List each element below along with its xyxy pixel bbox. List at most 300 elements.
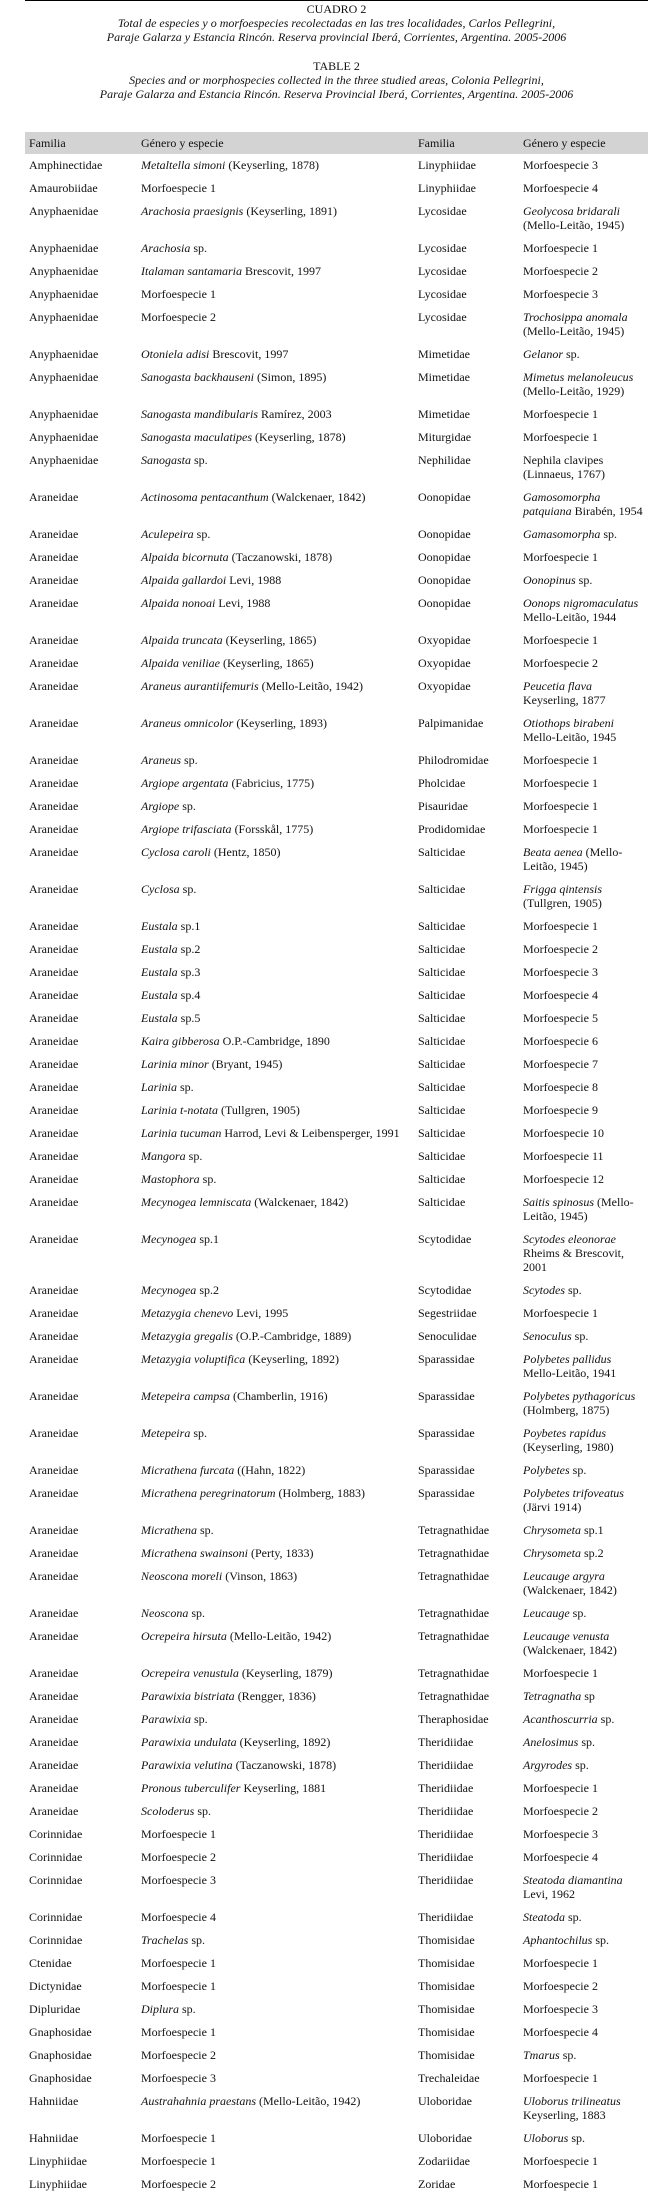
cell-especie-right <box>519 675 648 712</box>
cell-familia-right: Lycosidae <box>418 241 467 255</box>
taxon-name: Larinia t-notata <box>141 1103 219 1117</box>
cell-familia-left: Araneidae <box>29 1486 79 1500</box>
cell-especie-right <box>519 1869 648 1906</box>
cell-especie-left <box>137 1302 414 1325</box>
cell-familia-right: Oonopidae <box>418 550 471 564</box>
cell-familia-left: Araneidae <box>29 1126 79 1140</box>
cell-especie-left <box>137 938 414 961</box>
taxon-name: Austrahahnia praestans <box>141 2094 257 2108</box>
taxon-text: (Mello-Leitão, 1945) <box>523 218 625 232</box>
taxon-name: Sanogasta maculatipes <box>141 430 252 444</box>
cell-especie-left <box>137 343 414 366</box>
taxon-text: sp. <box>191 453 208 467</box>
cell-especie-right <box>519 1625 648 1662</box>
cell-familia-right: Salticidae <box>418 845 466 859</box>
table-row <box>25 1906 648 1929</box>
taxon-text: Morfoespecie 5 <box>523 1011 598 1025</box>
taxon-name: Eustala <box>141 965 178 979</box>
cell-familia-left: Araneidae <box>29 1546 79 1560</box>
cell-familia-right: Prodidomidae <box>418 822 486 836</box>
table-row <box>25 1422 648 1459</box>
taxon-text: Morfoespecie 1 <box>523 2154 598 2168</box>
taxon-text: Mello-Leitão, 1945 <box>523 730 617 744</box>
cell-familia-right: Uloboridae <box>418 2131 472 2145</box>
cell-especie-right <box>519 795 648 818</box>
cell-especie-left <box>137 154 414 177</box>
cell-familia-left: Araneidae <box>29 1057 79 1071</box>
cell-familia-left: Dipluridae <box>29 2002 81 2016</box>
table-row <box>25 1482 648 1519</box>
taxon-text: sp. <box>578 1735 596 1749</box>
cell-especie-left <box>137 1565 414 1602</box>
taxon-text: sp.1 <box>581 1523 604 1537</box>
taxon-name: Neoscona <box>141 1606 189 1620</box>
cell-familia-right: Salticidae <box>418 1034 466 1048</box>
taxon-text: Morfoespecie 10 <box>523 1126 604 1140</box>
cell-familia-right: Oxyopidae <box>418 633 471 647</box>
taxon-text: Rheims & Brescovit, 2001 <box>523 1246 624 1274</box>
cell-familia-left: Araneidae <box>29 1283 79 1297</box>
taxon-name: Alpaida truncata <box>141 633 223 647</box>
taxon-text: Morfoespecie 1 <box>141 1979 216 1993</box>
cell-familia-left: Linyphiidae <box>29 2154 87 2168</box>
table-row <box>25 1325 648 1348</box>
taxon-text: (Mello-Leitão, 1942) <box>258 679 363 693</box>
cell-familia-left: Anyphaenidae <box>29 204 99 218</box>
cell-especie-right <box>519 237 648 260</box>
cell-familia-left: Araneidae <box>29 753 79 767</box>
taxon-name: Saitis spinosus <box>523 1195 595 1209</box>
taxon-text: Morfoespecie 1 <box>523 2177 598 2191</box>
cell-especie-left <box>137 1007 414 1030</box>
cell-especie-right <box>519 2173 648 2196</box>
caption-en-line-1: Species and or morphospecies collected in the three studied areas, Colonia Pellegrini, <box>129 73 544 87</box>
cell-especie-right <box>519 2021 648 2044</box>
taxon-text: Morfoespecie 3 <box>523 158 598 172</box>
taxon-text: sp. <box>600 527 618 541</box>
cell-especie-right <box>519 546 648 569</box>
cell-especie-left <box>137 1952 414 1975</box>
table-row <box>25 652 648 675</box>
cell-especie-left <box>137 1929 414 1952</box>
taxon-text: Ramírez, 2003 <box>258 407 332 421</box>
cell-familia-left: Anyphaenidae <box>29 287 99 301</box>
taxon-name: Frigga qintensis <box>523 882 603 896</box>
taxon-text: (Tullgren, 1905) <box>523 896 602 910</box>
cell-familia-right: Mimetidae <box>418 370 470 384</box>
taxon-name: Polybetes pallidus <box>523 1352 612 1366</box>
cell-especie-right <box>519 1482 648 1519</box>
cell-familia-right: Thomisidae <box>418 1933 475 1947</box>
taxon-name: Tmarus <box>523 2048 560 2062</box>
taxon-text: (Keyserling, 1878) <box>225 158 319 172</box>
table-row <box>25 2090 648 2127</box>
cell-familia-right: Tetragnathidae <box>418 1689 490 1703</box>
cell-familia-right: Pholcidae <box>418 776 466 790</box>
taxon-name: Leucauge <box>523 1606 570 1620</box>
cell-especie-left <box>137 1191 414 1228</box>
taxon-text: Morfoespecie 12 <box>523 1172 604 1186</box>
taxon-text: Morfoespecie 1 <box>523 1781 598 1795</box>
cell-especie-left <box>137 1731 414 1754</box>
taxon-text: Morfoespecie 7 <box>523 1057 598 1071</box>
cell-especie-left <box>137 1348 414 1385</box>
taxon-text: O.P.-Cambridge, 1890 <box>219 1034 330 1048</box>
taxon-text: Morfoespecie 1 <box>523 1306 598 1320</box>
table-row <box>25 1565 648 1602</box>
cell-familia-left: Corinnidae <box>29 1850 83 1864</box>
cell-especie-right <box>519 1685 648 1708</box>
cell-especie-left <box>137 818 414 841</box>
cell-especie-right <box>519 426 648 449</box>
cell-familia-left: Araneidae <box>29 882 79 896</box>
taxon-text: sp. <box>572 1758 589 1772</box>
taxon-text: (Forsskål, 1775) <box>231 822 314 836</box>
cell-familia-right: Sparassidae <box>418 1352 475 1366</box>
taxon-name: Uloborus <box>523 2131 569 2145</box>
taxon-text: Morfoespecie 4 <box>523 2025 598 2039</box>
taxon-text: Morfoespecie 2 <box>141 2177 216 2191</box>
taxon-text: sp. <box>179 799 196 813</box>
taxon-name: Aculepeira <box>141 527 194 541</box>
taxon-name: Alpaida nonoai <box>141 596 216 610</box>
cell-especie-right <box>519 938 648 961</box>
taxon-text: Morfoespecie 2 <box>523 264 598 278</box>
taxon-name: Anelosimus <box>523 1735 579 1749</box>
taxon-name: Mimetus melanoleucus <box>523 370 634 384</box>
cell-especie-right <box>519 818 648 841</box>
cell-familia-right: Lycosidae <box>418 204 467 218</box>
cell-familia-right: Theraphosidae <box>418 1712 489 1726</box>
taxon-text: Morfoespecie 1 <box>523 430 598 444</box>
cell-especie-left <box>137 749 414 772</box>
taxon-name: Acanthoscurria <box>523 1712 598 1726</box>
cell-familia-left: Araneidae <box>29 1629 79 1643</box>
taxon-text: Morfoespecie 1 <box>523 2071 598 2085</box>
taxon-name: Metepeira campsa <box>141 1389 230 1403</box>
taxon-name: Steatoda <box>523 1910 565 1924</box>
taxon-name: Argiope argentata <box>141 776 229 790</box>
taxon-text: sp. <box>188 1606 205 1620</box>
cell-especie-right <box>519 200 648 237</box>
taxon-text: sp. <box>179 2002 196 2016</box>
taxon-name: Mastophora <box>141 1172 200 1186</box>
cell-especie-right <box>519 343 648 366</box>
cell-familia-left: Araneidae <box>29 550 79 564</box>
cell-especie-right <box>519 523 648 546</box>
cell-familia-right: Mimetidae <box>418 347 470 361</box>
taxon-text: (Mello-Leitão, 1929) <box>523 384 625 398</box>
taxon-text: Nephila clavipes (Linnaeus, 1767) <box>523 453 605 481</box>
taxon-text: sp.2 <box>581 1546 604 1560</box>
cell-familia-right: Thomisidae <box>418 1979 475 1993</box>
taxon-name: Senoculus <box>523 1329 572 1343</box>
cell-familia-left: Amphinectidae <box>29 158 103 172</box>
taxon-text: Morfoespecie 1 <box>141 2025 216 2039</box>
taxon-text: sp. <box>564 1283 582 1297</box>
taxon-text: (Taczanowski, 1878) <box>232 1758 337 1772</box>
cell-especie-right <box>519 486 648 523</box>
taxon-text: Morfoespecie 11 <box>523 1149 604 1163</box>
table-row <box>25 629 648 652</box>
taxon-name: Alpaida bicornuta <box>141 550 229 564</box>
table-row <box>25 523 648 546</box>
table-row <box>25 1053 648 1076</box>
taxon-text: sp. <box>592 1933 609 1947</box>
table-row <box>25 1076 648 1099</box>
taxon-text: sp. <box>191 1712 208 1726</box>
cell-familia-right: Tetragnathidae <box>418 1546 490 1560</box>
taxon-text: Morfoespecie 1 <box>523 550 598 564</box>
cell-familia-right: Salticidae <box>418 1011 466 1025</box>
cell-especie-left <box>137 283 414 306</box>
cell-familia-left: Araneidae <box>29 1172 79 1186</box>
taxon-text: Levi, 1988 <box>215 596 271 610</box>
cell-especie-right <box>519 878 648 915</box>
taxon-text: Morfoespecie 1 <box>523 241 598 255</box>
cell-especie-left <box>137 1030 414 1053</box>
taxon-text: Morfoespecie 1 <box>141 1956 216 1970</box>
cell-familia-left: Araneidae <box>29 1232 79 1246</box>
taxon-text: Keyserling, 1881 <box>240 1781 327 1795</box>
cell-familia-right: Thomisidae <box>418 2025 475 2039</box>
taxon-text: (Keyserling, 1891) <box>243 204 337 218</box>
taxon-text: sp. <box>181 753 198 767</box>
taxon-text: (Fabricius, 1775) <box>228 776 315 790</box>
taxon-name: Metazygia gregalis <box>141 1329 233 1343</box>
cell-familia-left: Araneidae <box>29 1329 79 1343</box>
taxon-text: (Keyserling, 1865) <box>222 633 317 647</box>
cell-familia-left: Araneidae <box>29 965 79 979</box>
taxon-text: Morfoespecie 1 <box>141 1827 216 1841</box>
taxon-text: Morfoespecie 2 <box>523 1979 598 1993</box>
taxon-text: sp. <box>571 1329 589 1343</box>
table-row <box>25 1228 648 1279</box>
cell-especie-right <box>519 1053 648 1076</box>
cell-especie-left <box>137 1754 414 1777</box>
taxon-text: (Vinson, 1863) <box>222 1569 298 1583</box>
table-row <box>25 1030 648 1053</box>
taxon-name: Scytodes <box>523 1283 565 1297</box>
cell-especie-right <box>519 260 648 283</box>
cell-familia-left: Araneidae <box>29 1689 79 1703</box>
taxon-text: Morfoespecie 2 <box>523 656 598 670</box>
caption-es-title: CUADRO 2 <box>306 2 367 16</box>
cell-especie-left <box>137 2044 414 2067</box>
table-row <box>25 1602 648 1625</box>
table-row <box>25 426 648 449</box>
cell-familia-right: Salticidae <box>418 965 466 979</box>
cell-especie-right <box>519 1168 648 1191</box>
table-row <box>25 772 648 795</box>
table-row <box>25 675 648 712</box>
cell-familia-right: Salticidae <box>418 1126 466 1140</box>
taxon-text: (Keyserling, 1865) <box>219 656 314 670</box>
cell-especie-right <box>519 961 648 984</box>
taxon-text: Morfoespecie 1 <box>523 822 598 836</box>
taxon-name: Eustala <box>141 942 178 956</box>
taxon-text: (O.P.-Cambridge, 1889) <box>232 1329 352 1343</box>
table-row <box>25 1998 648 2021</box>
taxon-name: Cyclosa <box>141 882 180 896</box>
taxon-text: Morfoespecie 4 <box>523 1850 598 1864</box>
taxon-name: Polybetes pythagoricus <box>523 1389 636 1403</box>
cell-especie-left <box>137 1685 414 1708</box>
table-row <box>25 1975 648 1998</box>
taxon-text: (Tullgren, 1905) <box>218 1103 300 1117</box>
taxon-text: Morfoespecie 3 <box>523 2002 598 2016</box>
cell-especie-right <box>519 1602 648 1625</box>
cell-familia-right: Salticidae <box>418 1103 466 1117</box>
taxon-name: Trochosippa anomala <box>523 310 628 324</box>
cell-especie-left <box>137 841 414 878</box>
table-row <box>25 712 648 749</box>
cell-familia-left: Araneidae <box>29 490 79 504</box>
cell-familia-left: Araneidae <box>29 1569 79 1583</box>
cell-familia-right: Salticidae <box>418 1080 466 1094</box>
cell-familia-right: Theridiidae <box>418 1758 474 1772</box>
taxon-name: Actinosoma pentacanthum <box>141 490 269 504</box>
table-row <box>25 1869 648 1906</box>
taxon-name: Scoloderus <box>141 1804 195 1818</box>
cell-familia-left: Araneidae <box>29 1103 79 1117</box>
cell-familia-left: Araneidae <box>29 919 79 933</box>
cell-especie-right <box>519 1662 648 1685</box>
cell-especie-left <box>137 523 414 546</box>
taxon-text: Morfoespecie 1 <box>523 1956 598 1970</box>
cell-especie-left <box>137 486 414 523</box>
cell-especie-right <box>519 1279 648 1302</box>
cell-familia-right: Lycosidae <box>418 287 467 301</box>
taxon-text: Morfoespecie 3 <box>141 2071 216 2085</box>
taxon-name: Scytodes eleonorae <box>523 1232 616 1246</box>
taxon-text: (Mello-Leitão, 1942) <box>256 2094 361 2108</box>
taxon-name: Gelanor <box>523 347 563 361</box>
top-rule <box>25 0 648 1</box>
cell-familia-right: Sparassidae <box>418 1486 475 1500</box>
table-row <box>25 1145 648 1168</box>
taxon-name: Trachelas <box>141 1933 189 1947</box>
taxon-text: ((Hahn, 1822) <box>234 1463 306 1477</box>
cell-familia-left: Araneidae <box>29 1712 79 1726</box>
cell-familia-left: Araneidae <box>29 527 79 541</box>
taxon-text: Morfoespecie 1 <box>141 2154 216 2168</box>
taxon-text: (Walckenaer, 1842) <box>251 1195 349 1209</box>
cell-familia-right: Salticidae <box>418 882 466 896</box>
cell-especie-right <box>519 1385 648 1422</box>
table-row <box>25 343 648 366</box>
cell-especie-right <box>519 1228 648 1279</box>
taxon-name: Parawixia <box>141 1712 191 1726</box>
cell-especie-left <box>137 1542 414 1565</box>
cell-especie-right <box>519 1846 648 1869</box>
cell-especie-left <box>137 1279 414 1302</box>
taxon-text: Mello-Leitão, 1944 <box>523 610 617 624</box>
table-row <box>25 984 648 1007</box>
taxon-text: sp. <box>559 2048 577 2062</box>
cell-familia-left: Araneidae <box>29 1149 79 1163</box>
taxon-name: Mecynogea lemniscata <box>141 1195 252 1209</box>
cell-especie-right <box>519 154 648 177</box>
taxon-name: Micrathena swainsoni <box>141 1546 248 1560</box>
taxon-text: Morfoespecie 1 <box>523 776 598 790</box>
table-row <box>25 2173 648 2196</box>
table-row <box>25 2044 648 2067</box>
table-row <box>25 1542 648 1565</box>
cell-especie-right <box>519 629 648 652</box>
taxon-name: Gamasomorpha <box>523 527 601 541</box>
taxon-name: Neoscona moreli <box>141 1569 223 1583</box>
cell-familia-left: Araneidae <box>29 596 79 610</box>
cell-familia-right: Tetragnathidae <box>418 1569 490 1583</box>
cell-especie-left <box>137 569 414 592</box>
cell-familia-right: Theridiidae <box>418 1781 474 1795</box>
table-row <box>25 961 648 984</box>
table-row <box>25 1846 648 1869</box>
cell-familia-right: Zodariidae <box>418 2154 470 2168</box>
cell-especie-right <box>519 449 648 486</box>
table-row <box>25 1708 648 1731</box>
cell-familia-right: Salticidae <box>418 1149 466 1163</box>
taxon-name: Larinia <box>141 1080 178 1094</box>
cell-especie-left <box>137 1459 414 1482</box>
cell-familia-right: Lycosidae <box>418 310 467 324</box>
cell-especie-left <box>137 1800 414 1823</box>
taxon-text: (Keyserling, 1892) <box>245 1352 339 1366</box>
cell-familia-right: Nephilidae <box>418 453 471 467</box>
cell-especie-left <box>137 306 414 343</box>
table-row <box>25 2067 648 2090</box>
taxon-text: Morfoespecie 2 <box>523 942 598 956</box>
taxon-text: Birabén, 1954 <box>571 504 643 518</box>
cell-familia-left: Dictynidae <box>29 1979 82 1993</box>
cell-familia-left: Linyphiidae <box>29 2177 87 2191</box>
taxon-text: sp. <box>563 347 580 361</box>
taxon-name: Diplura <box>141 2002 180 2016</box>
taxon-text: Brescovit, 1997 <box>209 347 289 361</box>
taxon-name: Mangora <box>141 1149 186 1163</box>
cell-familia-left: Hahniidae <box>29 2094 79 2108</box>
cell-especie-left <box>137 2067 414 2090</box>
taxon-text: (Perty, 1833) <box>248 1546 314 1560</box>
cell-especie-left <box>137 260 414 283</box>
taxon-name: Arachosia praesignis <box>141 204 244 218</box>
taxon-text: Morfoespecie 2 <box>141 1850 216 1864</box>
taxon-name: Oonops nigromaculatus <box>523 596 639 610</box>
table-row <box>25 1731 648 1754</box>
cell-especie-left <box>137 546 414 569</box>
taxon-text: sp <box>581 1689 595 1703</box>
table-row <box>25 841 648 878</box>
table-row <box>25 2021 648 2044</box>
cell-especie-left <box>137 177 414 200</box>
taxon-text: sp. <box>569 1463 587 1477</box>
taxon-text: sp. <box>177 1080 194 1094</box>
taxon-name: Peucetia flava <box>523 679 592 693</box>
taxon-text: sp.1 <box>177 919 201 933</box>
taxon-name: Micrathena furcata <box>141 1463 235 1477</box>
cell-familia-left: Araneidae <box>29 1011 79 1025</box>
cell-familia-right: Oonopidae <box>418 490 471 504</box>
cell-familia-left: Araneidae <box>29 1306 79 1320</box>
table-row <box>25 1279 648 1302</box>
cell-familia-right: Tetragnathidae <box>418 1606 490 1620</box>
cell-familia-left: Araneidae <box>29 822 79 836</box>
taxon-text: sp. <box>569 1606 587 1620</box>
taxon-name: Polybetes trifoveatus <box>523 1486 624 1500</box>
table-row <box>25 592 648 629</box>
cell-especie-left <box>137 1869 414 1906</box>
